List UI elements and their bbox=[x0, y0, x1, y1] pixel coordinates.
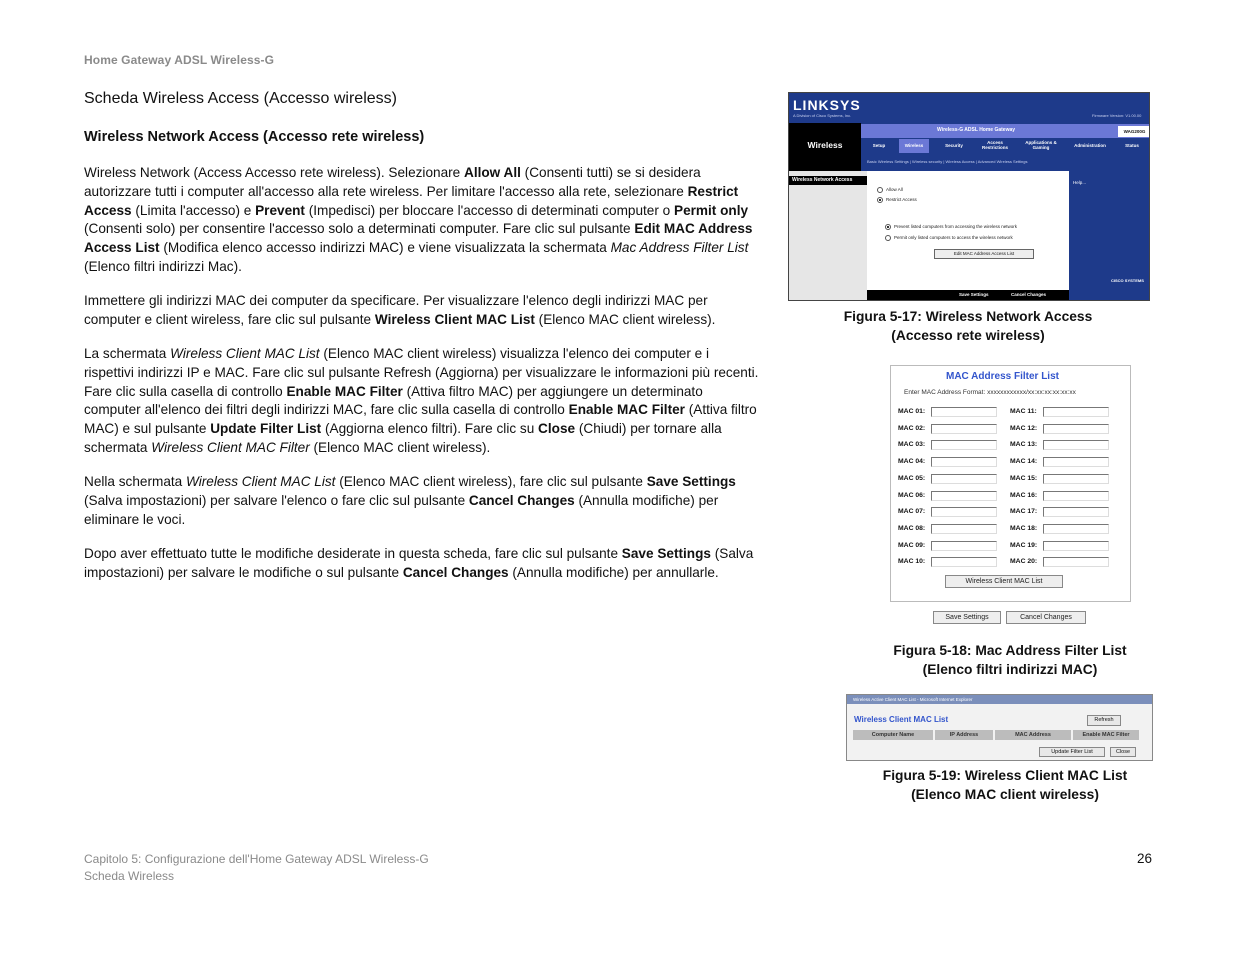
mac-label: MAC 11: bbox=[1010, 408, 1037, 415]
emphasis-text: Restrict Access bbox=[84, 183, 739, 218]
caption-line: (Elenco filtri indirizzi MAC) bbox=[922, 661, 1098, 677]
mac-label: MAC 04: bbox=[898, 458, 926, 466]
mac-input[interactable] bbox=[931, 457, 997, 467]
firmware-version: Firmware Version: V1.00.00 bbox=[1092, 113, 1142, 118]
window-titlebar: Wireless Active Client MAC List - Microsoft Internet Explorer bbox=[847, 695, 1152, 704]
save-settings-button[interactable]: Save Settings bbox=[933, 611, 1001, 624]
radio-icon bbox=[877, 187, 883, 193]
mac-label: MAC 14: bbox=[1010, 458, 1038, 466]
mac-input[interactable] bbox=[931, 541, 997, 551]
mac-label: MAC 09: bbox=[898, 541, 926, 549]
mac-input[interactable] bbox=[1043, 407, 1109, 417]
mac-input[interactable] bbox=[1043, 424, 1109, 434]
mac-input[interactable] bbox=[1043, 524, 1109, 534]
mac-label: MAC 05: bbox=[898, 474, 926, 482]
page-footer bbox=[84, 851, 429, 885]
edit-mac-list-button[interactable]: Edit MAC Address Access List bbox=[934, 249, 1034, 259]
figure-wireless-client-mac-list bbox=[846, 694, 1153, 761]
radio-allow-all[interactable] bbox=[877, 187, 903, 193]
left-panel-heading: Wireless Network Access bbox=[789, 176, 867, 185]
wireless-client-mac-list-button[interactable]: Wireless Client MAC List bbox=[945, 575, 1063, 588]
radio-label: Allow All bbox=[886, 187, 903, 193]
section-title: Scheda Wireless Access (Accesso wireless) bbox=[84, 90, 397, 107]
emphasis-text: Close bbox=[538, 421, 576, 437]
mac-input[interactable] bbox=[931, 524, 997, 534]
cancel-changes-button[interactable]: Cancel Changes bbox=[1006, 611, 1086, 624]
logo-subtitle: A Division of Cisco Systems, Inc. bbox=[793, 113, 852, 118]
radio-icon bbox=[885, 235, 891, 241]
emphasis-text: Edit MAC Address Access List bbox=[84, 221, 753, 256]
paragraph-1: Wireless Network (Access Accesso rete wireless). Selezionare Allow All (Consenti tutti) se si desidera autorizzare tutti i computer all'accesso alla rete wireless. Per limitare l'accesso alla rete, selezionare Restrict Access (Limita l'accesso) e Prevent (Impedisci) per bloccare l'accesso di determinati computer o Permit only (Consenti solo) per consentire l'accesso solo a determinati computer. Fare clic sul pulsante Edit MAC Address Access List (Modifica elenco accesso indirizzi MAC) e viene visualizzata la schermata Mac Address Filter List (Elenco filtri indirizzi Mac). bbox=[84, 165, 753, 274]
mac-input[interactable] bbox=[931, 507, 997, 517]
caption-line: Figura 5-19: Wireless Client MAC List bbox=[882, 768, 1128, 783]
mac-input[interactable] bbox=[1043, 457, 1109, 467]
tab-status[interactable]: Status bbox=[1125, 143, 1139, 148]
emphasis-text: Allow All bbox=[464, 165, 521, 180]
caption-line: (Elenco MAC client wireless) bbox=[911, 786, 1099, 802]
mac-label: MAC 02: bbox=[898, 424, 926, 432]
column-header: Computer Name bbox=[853, 730, 933, 740]
mac-label: MAC 07: bbox=[898, 508, 926, 516]
column-header: MAC Address bbox=[995, 730, 1071, 740]
emphasis-text: Wireless Client MAC List bbox=[186, 474, 336, 489]
emphasis-text: Update Filter List bbox=[210, 421, 322, 437]
mac-label: MAC 16: bbox=[1010, 491, 1038, 499]
column-header: Enable MAC Filter bbox=[1073, 730, 1139, 740]
mac-input[interactable] bbox=[1043, 440, 1109, 450]
mac-input[interactable] bbox=[1043, 541, 1109, 551]
caption-line: (Accesso rete wireless) bbox=[891, 327, 1045, 343]
mac-label: MAC 06: bbox=[898, 491, 926, 499]
mac-input[interactable] bbox=[1043, 491, 1109, 501]
emphasis-text: Wireless Client MAC List bbox=[374, 311, 535, 327]
subnav[interactable]: Basic Wireless Settings | Wireless security | Wireless Access | Advanced Wireless Settings bbox=[867, 159, 1028, 164]
emphasis-text: Mac Address Filter List bbox=[610, 240, 749, 256]
update-filter-list-button[interactable]: Update Filter List bbox=[1039, 747, 1105, 757]
radio-label: Prevent listed computers from accessing the wireless network bbox=[894, 224, 1018, 230]
cisco-logo: CISCO SYSTEMS bbox=[1111, 278, 1144, 283]
mac-filter-title: MAC Address Filter List bbox=[946, 371, 1059, 382]
tab-setup[interactable]: Setup bbox=[872, 143, 886, 148]
tab-security[interactable]: Security bbox=[945, 143, 963, 148]
paragraph-3: La schermata Wireless Client MAC List (Elenco MAC client wireless) visualizza l'elenco dei computer e i rispettivi indirizzi IP e MAC. Fare clic sul pulsante Refresh (Aggiorna) per visualizzare le informazioni più recenti. Fare clic sulla casella di controllo Enable MAC Filter (Attiva filtro MAC) per aggiungere un determinato computer all'elenco dei filtri degli indirizzi MAC, fare clic sulla casella di controllo Enable MAC Filter (Attiva filtro MAC) e sul pulsante Update Filter List (Aggiorna elenco filtri). Fare clic su Close (Chiudi) per tornare alla schermata Wireless Client MAC Filter (Elenco MAC client wireless). bbox=[84, 346, 759, 455]
page-number: 26 bbox=[1137, 851, 1153, 866]
radio-icon bbox=[885, 224, 891, 230]
paragraph-4: Nella schermata Wireless Client MAC List (Elenco MAC client wireless), fare clic sul pulsante Save Settings (Salva impostazioni) per salvare l'elenco o fare clic sul pulsante Cancel Changes (Annulla modifiche) per eliminare le voci. bbox=[84, 474, 736, 527]
figure-5-19-caption bbox=[850, 767, 1160, 804]
tab-applications-gaming[interactable]: Applications & Gaming bbox=[1025, 140, 1057, 150]
radio-label: Permit only listed computers to access the wireless network bbox=[894, 235, 1013, 241]
mac-label: MAC 20: bbox=[1010, 558, 1038, 566]
emphasis-text: Save Settings bbox=[621, 546, 711, 561]
caption-line: Figura 5-17: Wireless Network Access bbox=[843, 309, 1093, 324]
mac-input[interactable] bbox=[931, 557, 997, 567]
tab-administration[interactable]: Administration bbox=[1074, 143, 1106, 148]
left-panel bbox=[789, 171, 867, 301]
linksys-logo: LINKSYS bbox=[793, 97, 861, 113]
mac-input[interactable] bbox=[1043, 474, 1109, 484]
column-header: IP Address bbox=[935, 730, 993, 740]
caption-line: Figura 5-18: Mac Address Filter List bbox=[893, 643, 1127, 658]
mac-label: MAC 10: bbox=[898, 558, 926, 566]
mac-input[interactable] bbox=[931, 440, 997, 450]
mac-label: MAC 13: bbox=[1010, 441, 1038, 449]
mac-input[interactable] bbox=[931, 491, 997, 501]
mac-label: MAC 12: bbox=[1010, 424, 1038, 432]
mac-format-hint: Enter MAC Address Format: xxxxxxxxxxxx/xx:xx:xx:xx:xx:xx bbox=[904, 389, 1076, 396]
tab-access-restrictions[interactable]: Access Restrictions bbox=[981, 140, 1008, 150]
emphasis-text: Permit only bbox=[674, 202, 749, 218]
emphasis-text: Prevent bbox=[255, 202, 305, 218]
cancel-changes-button[interactable]: Cancel Changes bbox=[1011, 292, 1047, 297]
mac-input[interactable] bbox=[1043, 557, 1109, 567]
emphasis-text: Cancel Changes bbox=[468, 492, 575, 508]
mac-label: MAC 15: bbox=[1010, 474, 1038, 482]
mac-label: MAC 18: bbox=[1010, 524, 1038, 532]
paragraph-2: Immettere gli indirizzi MAC dei computer da specificare. Per visualizzare l'elenco degli indirizzi MAC per computer e client wireless, fare clic sul pulsante Wireless Client MAC List (Elenco MAC client wireless). bbox=[84, 293, 716, 327]
tab-wireless[interactable]: Wireless bbox=[899, 139, 929, 153]
mac-input[interactable] bbox=[931, 424, 997, 434]
figure-5-18-caption bbox=[860, 642, 1160, 679]
mac-label: MAC 03: bbox=[898, 441, 926, 449]
product-name: Wireless-G ADSL Home Gateway bbox=[937, 127, 1016, 133]
mac-label: MAC 17: bbox=[1010, 508, 1038, 516]
emphasis-text: Save Settings bbox=[646, 474, 736, 489]
footer-section: Scheda Wireless bbox=[84, 869, 175, 883]
emphasis-text: Cancel Changes bbox=[402, 564, 509, 580]
mac-label: MAC 19: bbox=[1010, 541, 1038, 549]
figure-5-17-caption bbox=[820, 308, 1116, 345]
radio-restrict-access[interactable] bbox=[877, 197, 917, 203]
figure-wireless-network-access bbox=[788, 92, 1150, 301]
paragraph-5: Dopo aver effettuato tutte le modifiche desiderate in questa scheda, fare clic sul pulsante Save Settings (Salva impostazioni) per salvare le modifiche o sul pulsante Cancel Changes (Annulla modifiche) per annullarle. bbox=[84, 546, 754, 580]
help-link[interactable]: Help... bbox=[1073, 180, 1087, 185]
emphasis-text: Enable MAC Filter bbox=[568, 402, 685, 418]
mac-input[interactable] bbox=[931, 407, 997, 417]
mac-input[interactable] bbox=[1043, 507, 1109, 517]
footer-chapter: Capitolo 5: Configurazione dell'Home Gateway ADSL Wireless-G bbox=[84, 852, 429, 866]
mac-label: MAC 08: bbox=[898, 524, 926, 532]
mac-label: MAC 01: bbox=[898, 408, 926, 415]
running-header: Home Gateway ADSL Wireless-G bbox=[84, 53, 275, 67]
mac-input[interactable] bbox=[931, 474, 997, 484]
refresh-button[interactable]: Refresh bbox=[1087, 715, 1121, 726]
emphasis-text: Enable MAC Filter bbox=[286, 383, 403, 399]
radio-icon bbox=[877, 197, 883, 203]
radio-label: Restrict Access bbox=[886, 197, 917, 203]
close-button[interactable]: Close bbox=[1110, 747, 1136, 757]
section-label: Wireless bbox=[807, 140, 843, 150]
subsection-title: Wireless Network Access (Accesso rete wireless) bbox=[84, 129, 425, 145]
emphasis-text: Wireless Client MAC List bbox=[170, 346, 320, 361]
save-settings-button[interactable]: Save Settings bbox=[959, 292, 989, 297]
radio-prevent[interactable] bbox=[885, 224, 1017, 230]
emphasis-text: Wireless Client MAC Filter bbox=[151, 439, 310, 455]
client-list-title: Wireless Client MAC List bbox=[854, 715, 949, 724]
model-badge: WAG200G bbox=[1118, 126, 1150, 137]
radio-permit[interactable] bbox=[885, 235, 1013, 241]
